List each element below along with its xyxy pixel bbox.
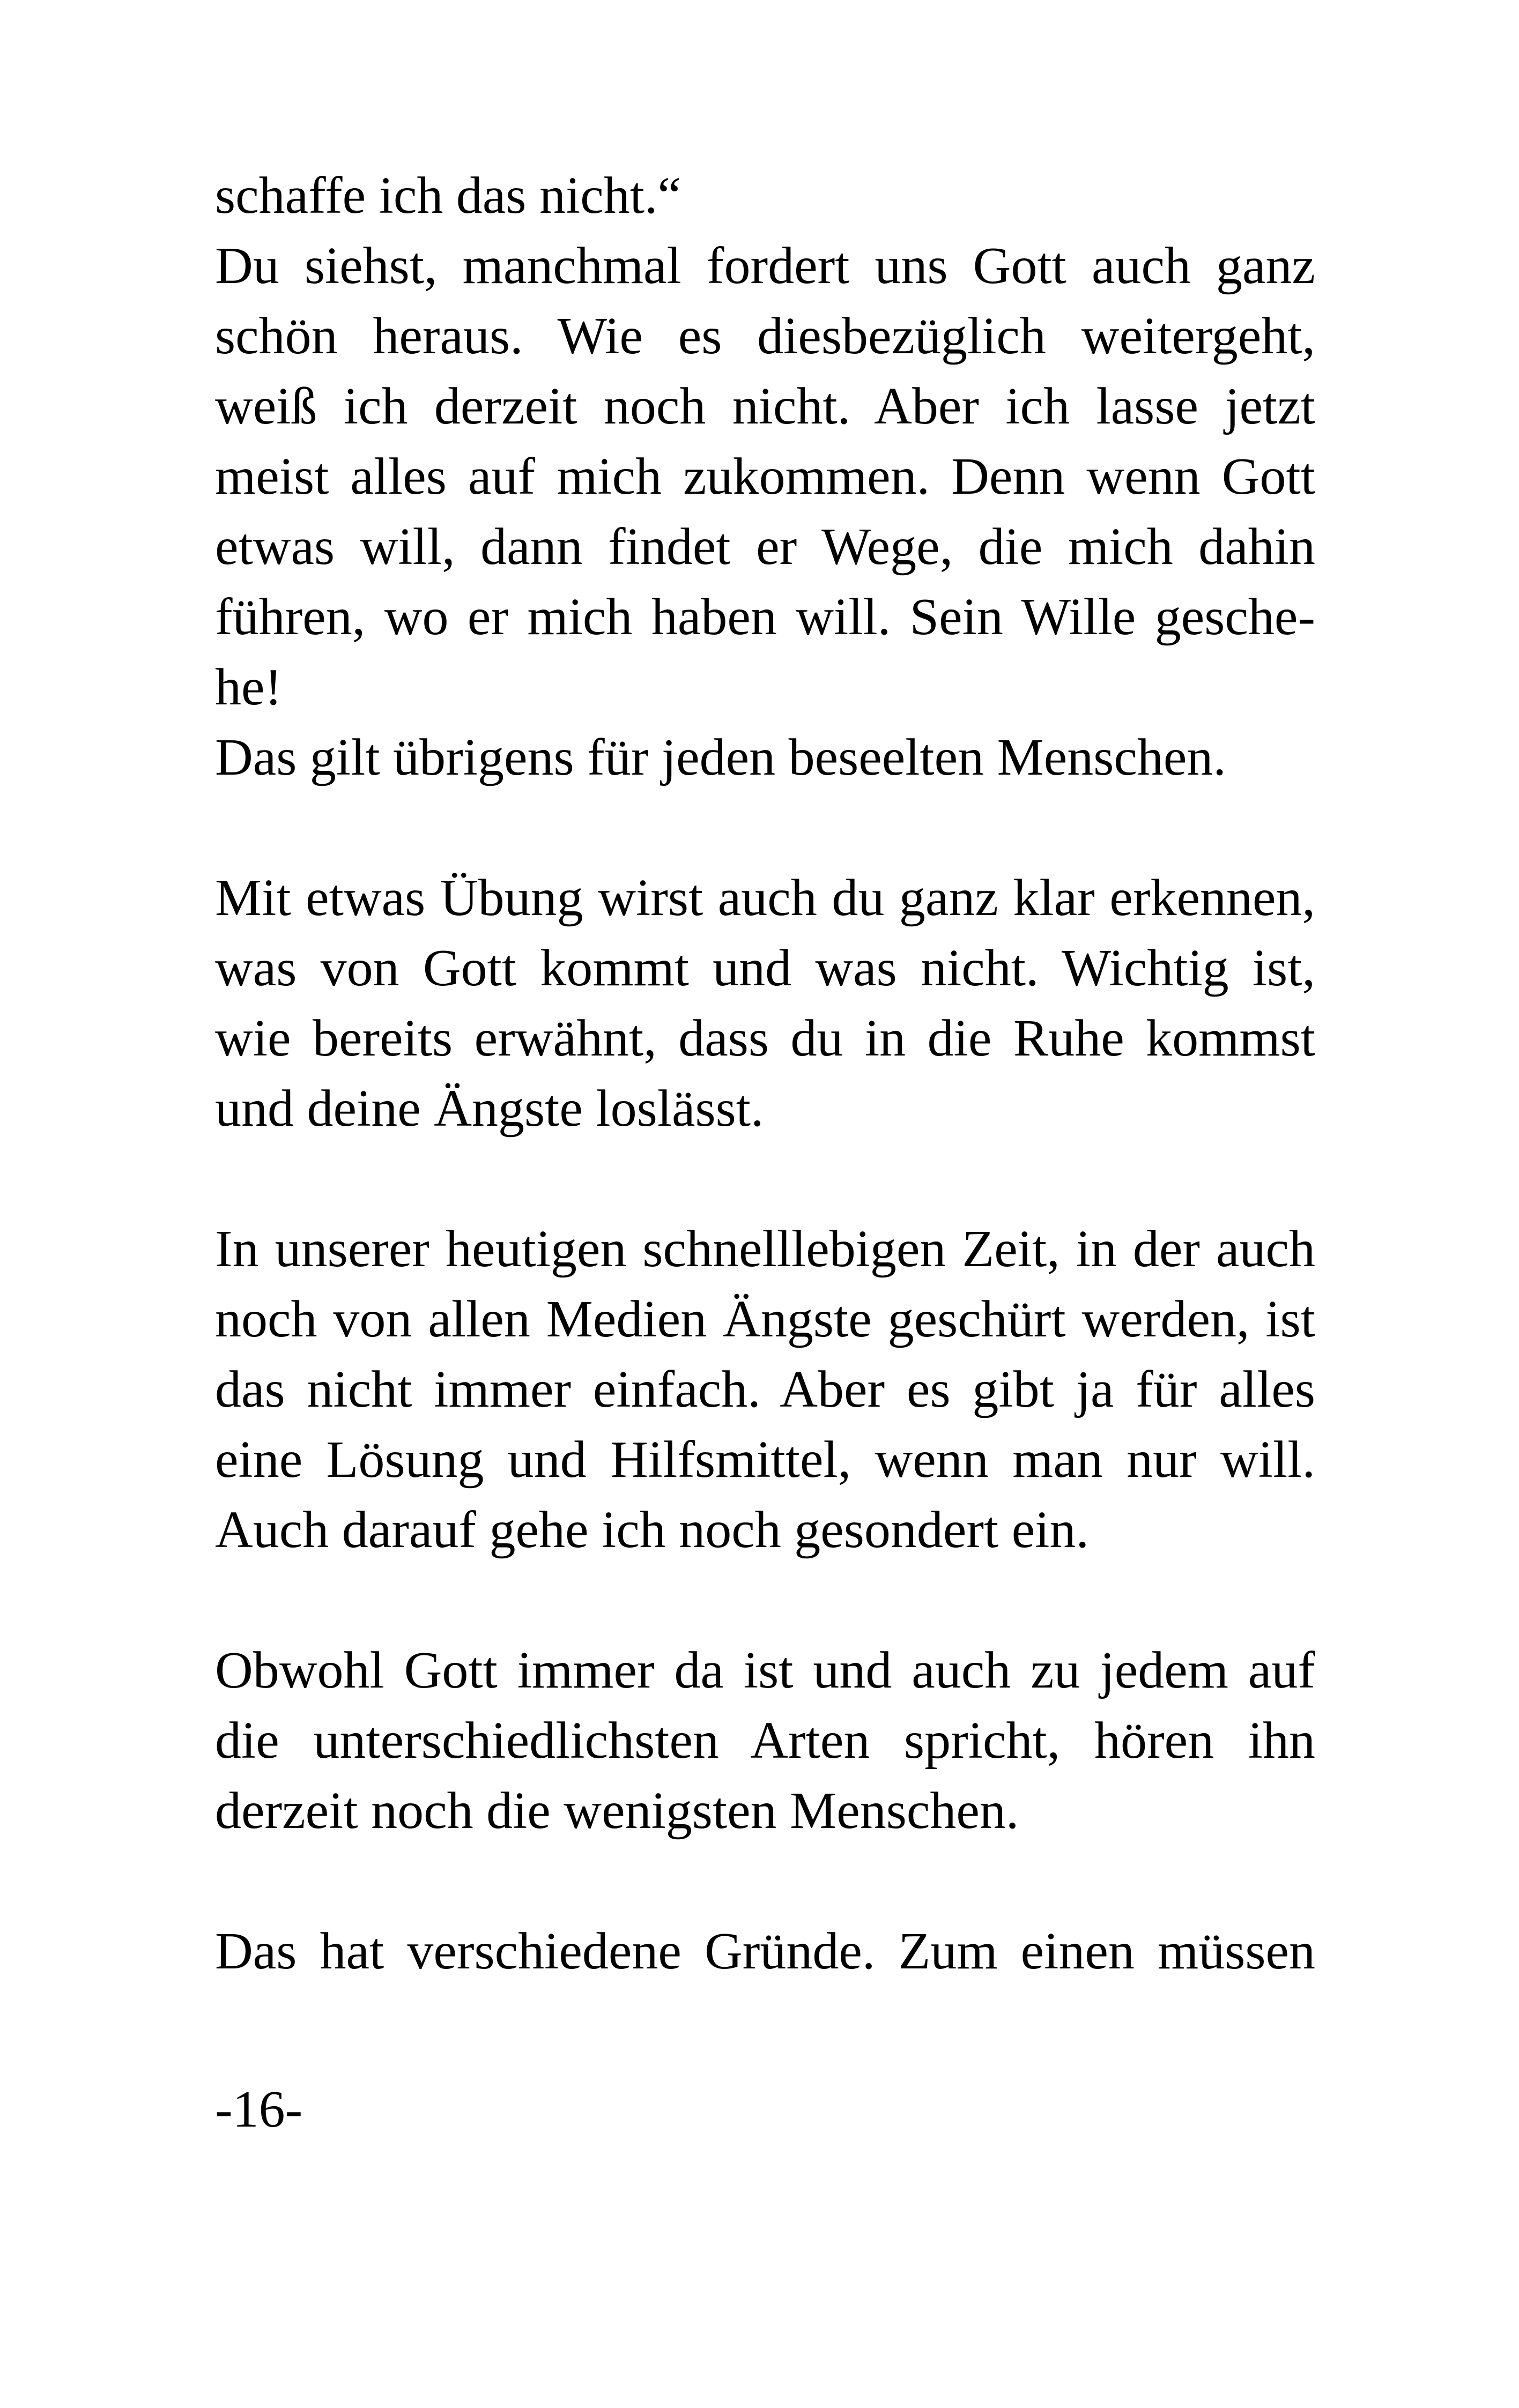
paragraph [215, 723, 1315, 793]
text-line: Du siehst, manchmal fordert uns Gott auch ganz [215, 237, 1315, 295]
text-line: derzeit noch die wenigsten Menschen. [215, 1782, 1019, 1840]
text-line: meist alles auf mich zukommen. Denn wenn Gott [215, 448, 1315, 506]
text-line: führen, wo er mich haben will. Sein Wille gesche- [215, 588, 1315, 646]
text-line: schön heraus. Wie es diesbezüglich weitergeht, [215, 307, 1315, 365]
text-line: Das hat verschiedene Gründe. Zum einen müssen [215, 1922, 1315, 1980]
text-line: eine Lösung und Hilfsmittel, wenn man nur will. [215, 1431, 1315, 1489]
text-line: schaffe ich das nicht.“ [215, 167, 681, 225]
text-line: Das gilt übrigens für jeden beseelten Menschen. [215, 729, 1226, 786]
text-line: weiß ich derzeit noch nicht. Aber ich lasse jetzt [215, 377, 1315, 435]
text-line: wie bereits erwähnt, dass du in die Ruhe kommst [215, 1009, 1315, 1067]
text-line: he! [215, 658, 283, 716]
text-line: Auch darauf gehe ich noch gesondert ein. [215, 1501, 1089, 1559]
paragraph [215, 231, 1315, 723]
paragraph-spacer [215, 1846, 1315, 1916]
text-line: In unserer heutigen schnelllebigen Zeit, in der auch [215, 1220, 1315, 1278]
text-line: das nicht immer einfach. Aber es gibt ja für alles [215, 1361, 1315, 1418]
paragraph-spacer [215, 1144, 1315, 1214]
text-line: was von Gott kommt und was nicht. Wichtig ist, [215, 939, 1315, 997]
text-line: Obwohl Gott immer da ist und auch zu jedem auf [215, 1641, 1315, 1699]
text-line: Mit etwas Übung wirst auch du ganz klar erkennen, [215, 869, 1315, 927]
text-line: noch von allen Medien Ängste geschürt werden, ist [215, 1290, 1315, 1348]
paragraph [215, 1916, 1315, 1987]
text-line: und deine Ängste loslässt. [215, 1080, 764, 1138]
paragraph [215, 1214, 1315, 1565]
page-body [215, 161, 1315, 1987]
paragraph-spacer [215, 793, 1315, 863]
paragraph-spacer [215, 1565, 1315, 1636]
text-line: etwas will, dann findet er Wege, die mich dahin [215, 518, 1315, 576]
paragraph [215, 161, 1315, 231]
page-number: -16- [215, 2080, 303, 2138]
paragraph [215, 1636, 1315, 1846]
paragraph [215, 863, 1315, 1144]
text-line: die unterschiedlichsten Arten spricht, hören ihn [215, 1712, 1315, 1770]
